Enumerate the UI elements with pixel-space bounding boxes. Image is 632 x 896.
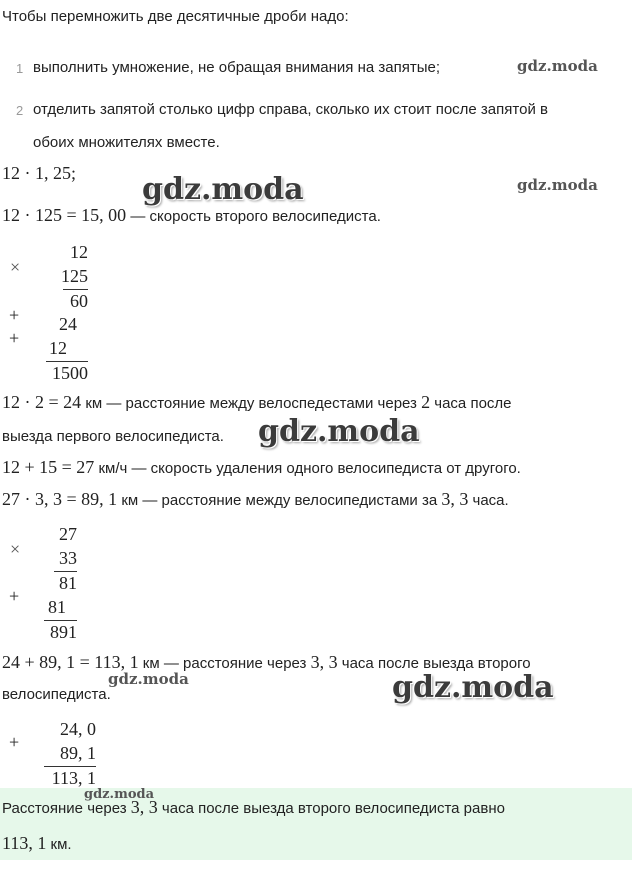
answer-line bbox=[2, 797, 505, 818]
step-text: отделить запятой столько цифр справа, сколько их стоит после запятой в bbox=[33, 101, 548, 118]
line-text: км — расстояние через bbox=[138, 655, 311, 672]
watermark: gdz.moda bbox=[142, 172, 304, 207]
answer-text: км. bbox=[46, 836, 72, 853]
addend: 24, 0 bbox=[60, 719, 96, 739]
math-expression: 12 + 15 = 27 bbox=[2, 457, 95, 477]
result-line bbox=[2, 457, 521, 478]
answer-line bbox=[2, 833, 72, 854]
step-text-cont: обоих множителях вместе. bbox=[33, 134, 220, 151]
step-text: выполнить умножение, не обращая внимания на запятые; bbox=[33, 59, 441, 76]
product-result: 1500 bbox=[46, 361, 88, 384]
addend: 89, 1 bbox=[60, 743, 96, 763]
partial-product: 12 bbox=[49, 338, 67, 358]
partial-product: 60 bbox=[63, 289, 88, 312]
math-number: 113, 1 bbox=[2, 833, 47, 853]
multiplicand: 27 bbox=[59, 524, 77, 544]
line-text: км — расстояние между велоспедестами через bbox=[81, 395, 422, 412]
watermark: gdz.moda bbox=[84, 787, 155, 802]
watermark: gdz.moda bbox=[517, 57, 598, 75]
line-text: — скорость второго велосипедиста. bbox=[126, 208, 381, 225]
multiplier: 33 bbox=[59, 548, 77, 568]
result-line bbox=[2, 392, 512, 413]
watermark: gdz.moda bbox=[517, 176, 598, 194]
math-number: 3, 3 bbox=[310, 652, 338, 672]
math-number: 2 bbox=[421, 392, 431, 412]
multiplicand: 12 bbox=[70, 242, 88, 262]
step-number: 2 bbox=[16, 103, 24, 118]
line-text: часа. bbox=[468, 492, 509, 509]
intro-text: Чтобы перемножить две десятичные дроби надо: bbox=[2, 8, 349, 25]
line-text: часа после выезда второго bbox=[337, 655, 531, 672]
partial-product: 24 bbox=[59, 314, 77, 334]
sum-result: 113, 1 bbox=[44, 766, 96, 789]
partial-product: 81 bbox=[54, 571, 77, 594]
plus-sign: + bbox=[9, 732, 20, 752]
line-text-cont: выезда первого велосипедиста. bbox=[2, 428, 224, 445]
step-number: 1 bbox=[16, 61, 24, 76]
product-result: 891 bbox=[44, 620, 77, 643]
result-line bbox=[2, 205, 381, 226]
line-text: км/ч — скорость удаления одного велосипедиста от другого. bbox=[94, 460, 521, 477]
times-sign: × bbox=[10, 539, 21, 559]
line-text-cont: велосипедиста. bbox=[2, 686, 111, 703]
partial-product: 81 bbox=[48, 597, 66, 617]
plus-sign: + bbox=[9, 305, 20, 325]
watermark: gdz.moda bbox=[258, 414, 420, 449]
math-number: 3, 3 bbox=[441, 489, 469, 509]
answer-text: часа после выезда второго велосипедиста равно bbox=[157, 800, 505, 817]
times-sign: × bbox=[10, 257, 21, 277]
math-expression: 12 · 2 = 24 bbox=[2, 392, 82, 412]
watermark: gdz.moda bbox=[392, 670, 554, 705]
line-text: км — расстояние между велосипедистами за bbox=[117, 492, 442, 509]
math-line: 12 · 1, 25; bbox=[2, 163, 76, 183]
multiplier: 125 bbox=[61, 266, 88, 286]
math-expression: 24 + 89, 1 = 113, 1 bbox=[2, 652, 139, 672]
watermark: gdz.moda bbox=[108, 670, 189, 688]
math-number: 3, 3 bbox=[130, 797, 158, 817]
result-line bbox=[2, 489, 509, 510]
answer-text: Расстояние через bbox=[2, 800, 131, 817]
plus-sign: + bbox=[9, 328, 20, 348]
line-text: часа после bbox=[430, 395, 512, 412]
plus-sign: + bbox=[9, 586, 20, 606]
math-expression: 12 · 125 = 15, 00 bbox=[2, 205, 127, 225]
math-expression: 27 · 3, 3 = 89, 1 bbox=[2, 489, 118, 509]
